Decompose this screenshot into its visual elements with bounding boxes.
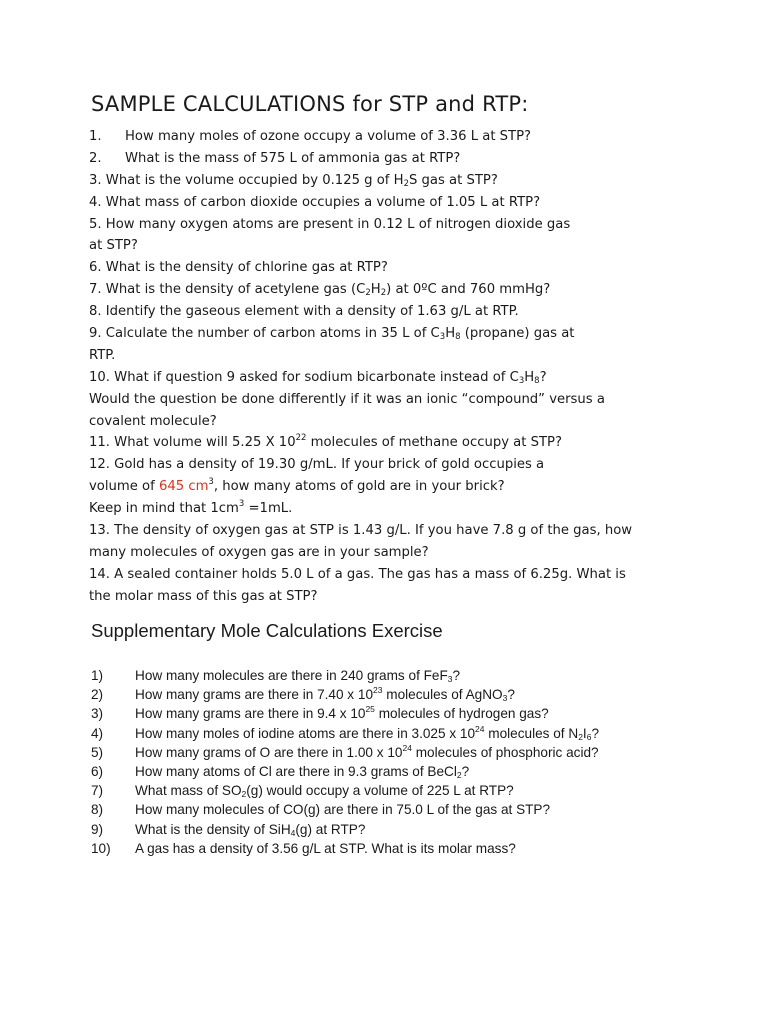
item-text — [135, 666, 460, 685]
question-11 — [89, 432, 689, 454]
question-text: molecules of methane occupy at STP? — [306, 435, 563, 451]
question-2 — [89, 148, 689, 170]
text-part: How many molecules of CO(g) are there in 75.0 L of the gas at STP? — [135, 802, 551, 818]
text-part: (g) would occupy a volume of 225 L at RTP? — [246, 783, 514, 799]
text-part: molecules of phosphoric acid? — [411, 744, 599, 760]
list-item — [91, 762, 711, 781]
item-number: 1) — [91, 668, 104, 683]
list-item — [91, 839, 711, 858]
item-text — [135, 781, 514, 800]
question-text: Would the question be done differently if it was an ionic “compound” versus a — [89, 391, 605, 407]
list-item — [91, 704, 711, 723]
text-part: molecules of N — [484, 725, 579, 741]
question-text: , how many atoms of gold are in your brick? — [213, 479, 505, 495]
question-8 — [89, 301, 689, 323]
text-part: How many grams of O are there in 1.00 x 10 — [135, 744, 403, 760]
text-part: How many grams are there in 9.4 x 10 — [135, 706, 366, 722]
page-title: SAMPLE CALCULATIONS for STP and RTP: — [91, 92, 529, 116]
question-text: 14. A sealed container holds 5.0 L of a gas. The gas has a mass of 6.25g. What is — [89, 566, 626, 582]
subscript: 2 — [241, 789, 247, 800]
subscript: 2 — [380, 288, 387, 299]
list-item — [91, 724, 711, 743]
list-item — [91, 743, 711, 762]
question-text: covalent molecule? — [89, 413, 217, 429]
question-9-cont — [89, 345, 689, 367]
question-text: Keep in mind that 1cm — [89, 501, 239, 517]
question-text: the molar mass of this gas at STP? — [89, 588, 318, 604]
question-4 — [89, 192, 689, 214]
question-text: 7. What is the density of acetylene gas (C — [89, 282, 366, 298]
question-text: 11. What volume will 5.25 X 10 — [89, 435, 296, 451]
superscript: 23 — [373, 685, 383, 696]
question-text: H — [370, 282, 381, 298]
item-number: 7) — [91, 783, 104, 799]
item-text — [135, 839, 516, 858]
item-text — [135, 743, 599, 762]
item-text — [135, 800, 550, 819]
question-13 — [89, 520, 689, 542]
question-text: 6. What is the density of chlorine gas at RTP? — [89, 260, 388, 276]
text-part: ? — [507, 687, 515, 703]
text-part: molecules of hydrogen gas? — [374, 706, 549, 722]
question-number: 1. — [89, 129, 102, 144]
item-number: 8) — [91, 802, 104, 818]
list-item — [91, 666, 711, 685]
question-text: 3. What is the volume occupied by 0.125 g of H — [89, 172, 404, 188]
question-7 — [89, 279, 689, 301]
question-1 — [89, 126, 689, 148]
supplementary-heading: Supplementary Mole Calculations Exercise — [91, 620, 443, 641]
subscript: 3 — [518, 375, 525, 386]
item-text — [135, 762, 469, 781]
question-10-cont2 — [89, 411, 689, 433]
question-text: =1mL. — [244, 501, 293, 517]
question-text: H — [524, 369, 535, 385]
item-number: 9) — [91, 821, 104, 837]
superscript: 22 — [295, 433, 307, 444]
item-text — [135, 724, 599, 743]
sample-questions-list — [89, 126, 689, 608]
question-text: 12. Gold has a density of 19.30 g/mL. If your brick of gold occupies a — [89, 457, 545, 473]
question-5 — [89, 214, 689, 236]
question-text: RTP. — [89, 347, 116, 363]
item-number: 2) — [91, 687, 104, 703]
question-text: ) at 0ºC and 760 mmHg? — [386, 282, 551, 298]
text-part: What is the density of SiH — [135, 821, 291, 837]
question-5-cont — [89, 235, 689, 257]
text-part: How many molecules are there in 240 grams of FeF — [135, 668, 448, 683]
text-part: A gas has a density of 3.56 g/L at STP. What is its molar mass? — [135, 840, 516, 856]
text-part: molecules of AgNO — [382, 687, 503, 703]
question-text: What is the mass of 575 L of ammonia gas at RTP? — [125, 150, 461, 166]
question-text: 13. The density of oxygen gas at STP is 1.43 g/L. If you have 7.8 g of the gas, how — [89, 523, 633, 539]
text-part: I — [582, 725, 587, 741]
question-12-note — [89, 498, 689, 520]
superscript: 25 — [365, 704, 375, 715]
highlighted-volume: 645 cm — [158, 479, 209, 495]
question-14 — [89, 564, 689, 586]
question-6 — [89, 257, 689, 279]
subscript: 2 — [456, 769, 462, 780]
question-10-cont — [89, 389, 689, 411]
subscript: 3 — [439, 332, 446, 343]
item-number: 6) — [91, 763, 104, 779]
question-text: volume of — [89, 479, 159, 495]
superscript: 24 — [475, 723, 485, 734]
subscript: 3 — [502, 693, 508, 704]
question-text: 9. Calculate the number of carbon atoms in 35 L of C — [89, 326, 440, 342]
question-text: How many moles of ozone occupy a volume of 3.36 L at STP? — [125, 129, 532, 144]
question-text: S gas at STP? — [408, 172, 498, 188]
list-item — [91, 781, 711, 800]
item-text — [135, 704, 549, 723]
item-number: 3) — [91, 706, 104, 722]
question-text: H — [445, 326, 456, 342]
question-text: 4. What mass of carbon dioxide occupies a volume of 1.05 L at RTP? — [89, 194, 541, 210]
item-number: 4) — [91, 725, 104, 741]
question-text: ? — [539, 369, 547, 385]
superscript: 24 — [402, 742, 412, 753]
question-12-cont — [89, 476, 689, 498]
text-part: How many grams are there in 7.40 x 10 — [135, 687, 374, 703]
question-number: 2. — [89, 150, 102, 166]
question-text: 5. How many oxygen atoms are present in 0.12 L of nitrogen dioxide gas — [89, 216, 571, 232]
question-text: at STP? — [89, 238, 138, 254]
item-number: 5) — [91, 744, 104, 760]
text-part: What mass of SO — [135, 783, 242, 799]
question-text: 8. Identify the gaseous element with a density of 1.63 g/L at RTP. — [89, 304, 519, 320]
text-part: ? — [461, 763, 470, 779]
question-text: (propane) gas at — [460, 326, 575, 342]
item-text — [135, 685, 515, 704]
question-3 — [89, 170, 689, 192]
subscript: 3 — [447, 674, 453, 684]
question-text: 10. What if question 9 asked for sodium bicarbonate instead of C — [89, 369, 519, 385]
question-13-cont — [89, 542, 689, 564]
subscript: 2 — [365, 288, 371, 299]
question-9 — [89, 323, 689, 345]
list-item — [91, 820, 711, 839]
subscript: 8 — [534, 375, 540, 386]
list-item — [91, 685, 711, 704]
list-item — [91, 800, 711, 819]
text-part: How many moles of iodine atoms are there in 3.025 x 10 — [135, 725, 476, 741]
subscript: 8 — [455, 332, 461, 343]
text-part: ? — [452, 668, 461, 683]
superscript: 3 — [208, 477, 214, 488]
subscript: 4 — [290, 827, 296, 838]
question-text: many molecules of oxygen gas are in your sample? — [89, 544, 429, 560]
question-10 — [89, 367, 689, 389]
item-number: 10) — [91, 840, 111, 856]
text-part: How many atoms of Cl are there in 9.3 grams of BeCl — [135, 763, 457, 779]
item-text — [135, 820, 365, 839]
question-14-cont — [89, 586, 689, 608]
subscript: 6 — [586, 731, 592, 742]
subscript: 2 — [578, 731, 583, 742]
text-part: (g) at RTP? — [295, 821, 366, 837]
supplementary-list — [91, 666, 711, 858]
superscript: 3 — [238, 499, 245, 510]
question-12 — [89, 454, 689, 476]
text-part: ? — [591, 725, 599, 741]
subscript: 2 — [403, 178, 409, 189]
